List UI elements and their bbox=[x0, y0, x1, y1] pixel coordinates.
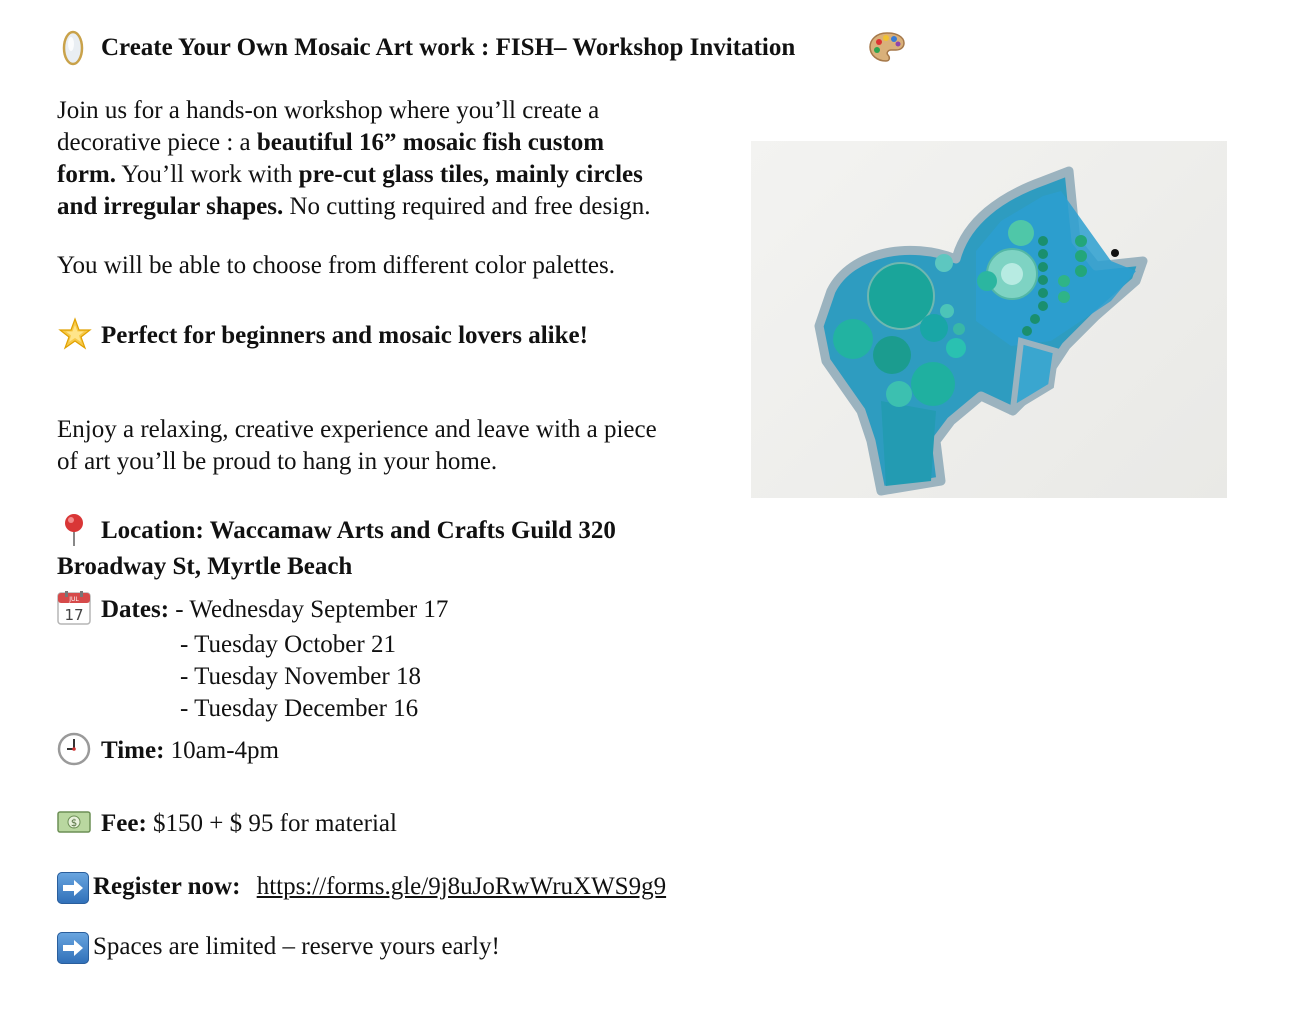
intro-bold: beautiful 16” mosaic fish custom bbox=[256, 129, 605, 156]
palettes-text: You will be able to choose from different color palettes. bbox=[57, 252, 615, 279]
date-item: - Tuesday October 21 bbox=[180, 631, 396, 658]
intro-line-1 bbox=[57, 95, 599, 127]
clock-icon bbox=[57, 732, 91, 771]
intro-text: Join us for a hands-on workshop where you’ll create a bbox=[57, 97, 600, 124]
fee-row bbox=[101, 808, 397, 840]
mirror-icon bbox=[62, 30, 84, 71]
svg-text:$: $ bbox=[70, 818, 78, 829]
calendar-month: JUL bbox=[69, 596, 79, 603]
date-item: - Tuesday November 18 bbox=[180, 663, 421, 690]
palette-icon bbox=[868, 31, 906, 68]
intro-line-2 bbox=[57, 127, 604, 159]
intro-bold: pre-cut glass tiles, mainly circles bbox=[298, 161, 643, 188]
register-link[interactable]: https://forms.gle/9j8uJoRwWruXWS9g9 bbox=[256, 873, 667, 900]
right-arrow-icon bbox=[57, 872, 89, 904]
date-item: - Tuesday December 16 bbox=[180, 695, 419, 722]
fee-label: Fee: bbox=[101, 810, 147, 837]
dollar-banknote-icon bbox=[57, 810, 91, 839]
time-label: Time: bbox=[101, 737, 165, 764]
register-row bbox=[93, 871, 666, 903]
glowing-star-icon bbox=[58, 317, 92, 356]
intro-text: No cutting required and free design. bbox=[283, 193, 651, 220]
page-title: Create Your Own Mosaic Art work : FISH– Workshop Invitation bbox=[101, 34, 796, 61]
fish-mosaic-photo bbox=[751, 141, 1227, 498]
time-row bbox=[101, 735, 279, 767]
location-line-1: Location: Waccamaw Arts and Crafts Guild 320 bbox=[101, 517, 616, 544]
enjoy-line-2: of art you’ll be proud to hang in your home. bbox=[57, 448, 498, 475]
register-label: Register now: bbox=[93, 873, 241, 900]
dates-label: Dates: bbox=[101, 596, 170, 623]
date-item: - Wednesday September 17 bbox=[175, 596, 449, 623]
beginners-text: Perfect for beginners and mosaic lovers alike! bbox=[101, 322, 588, 349]
right-arrow-icon bbox=[57, 932, 89, 964]
intro-bold: and irregular shapes. bbox=[57, 193, 284, 220]
calendar-icon bbox=[57, 591, 91, 630]
fee-value: $150 + $ 95 for material bbox=[146, 810, 397, 837]
dates-row-1 bbox=[101, 594, 448, 626]
spaces-text: Spaces are limited – reserve yours early! bbox=[93, 933, 500, 960]
intro-line-4 bbox=[57, 191, 650, 223]
intro-text: You’ll work with bbox=[116, 161, 299, 188]
calendar-day: 17 bbox=[64, 606, 84, 624]
round-pushpin-icon bbox=[60, 512, 88, 553]
enjoy-line-1: Enjoy a relaxing, creative experience and leave with a piece bbox=[57, 416, 657, 443]
intro-text: decorative piece : a bbox=[57, 129, 257, 156]
location-line-2: Broadway St, Myrtle Beach bbox=[57, 553, 353, 580]
intro-bold: form. bbox=[57, 161, 116, 188]
intro-line-3 bbox=[57, 159, 643, 191]
time-value: 10am-4pm bbox=[164, 737, 279, 764]
